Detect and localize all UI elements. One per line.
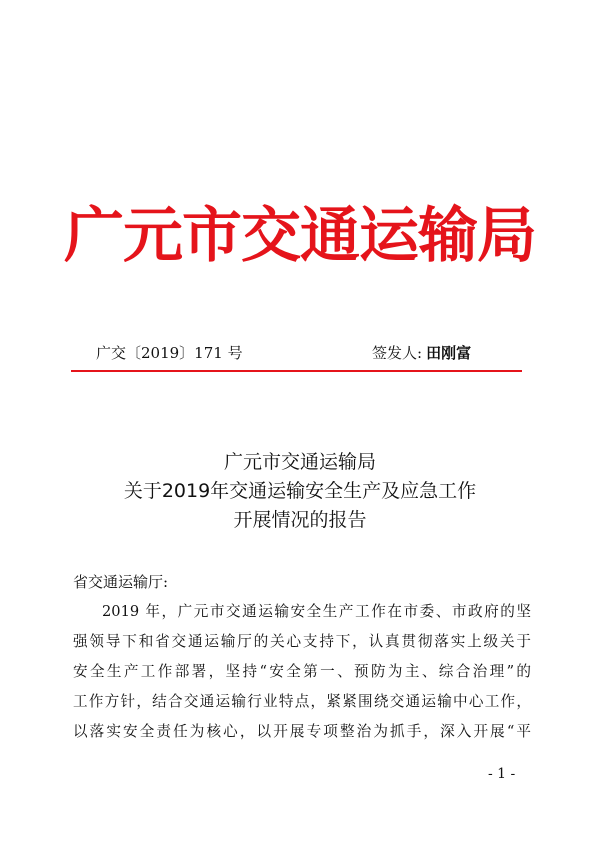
document-number: 广交〔2019〕171 号 xyxy=(96,344,243,362)
title-line: 关于2019年交通运输安全生产及应急工作 xyxy=(123,480,477,502)
red-separator-rule xyxy=(71,370,522,372)
body-paragraph xyxy=(73,597,531,747)
body-line: 工作方针，结合交通运输行业特点，紧紧围绕交通运输中心工作， xyxy=(73,693,531,710)
title-line: 广元市交通运输局 xyxy=(223,451,376,473)
body-line: 以落实安全责任为核心，以开展专项整治为抓手，深入开展“平 xyxy=(73,723,531,740)
issuer-label: 签发人: xyxy=(372,344,423,362)
body-line: 强领导下和省交通运输厅的关心支持下，认真贯彻落实上级关于 xyxy=(73,633,531,650)
page-number: - 1 - xyxy=(488,766,516,782)
org-red-header: 广元市交通运输局 xyxy=(64,201,536,271)
salutation: 省交通运输厅: xyxy=(73,573,169,591)
document-title xyxy=(0,448,600,535)
issuer-line xyxy=(372,343,471,363)
issuer-name: 田刚富 xyxy=(426,344,472,362)
body-line: 2019 年，广元市交通运输安全生产工作在市委、市政府的坚 xyxy=(102,603,531,620)
title-line: 开展情况的报告 xyxy=(233,509,367,531)
body-line: 安全生产工作部署，坚持“安全第一、预防为主、综合治理”的 xyxy=(73,663,531,680)
